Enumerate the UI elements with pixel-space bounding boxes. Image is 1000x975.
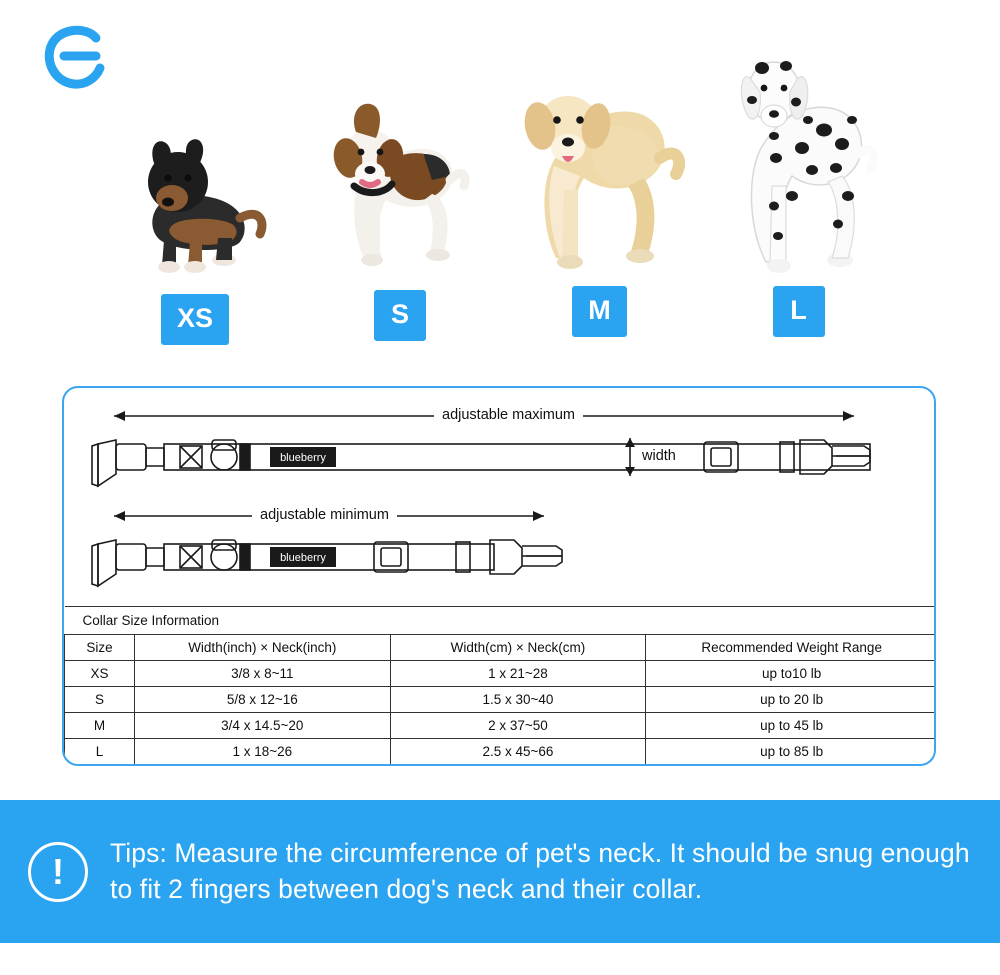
collar-size-table-wrap (64, 606, 936, 765)
size-badge-xs: XS (161, 294, 229, 345)
cell-cm: 2 x 37~50 (390, 713, 646, 739)
cell-cm: 1.5 x 30~40 (390, 687, 646, 713)
dog-size-item-s (320, 62, 480, 341)
cell-size: XS (65, 661, 135, 687)
table-header-weight: Recommended Weight Range (646, 635, 936, 661)
golden-retriever-image (512, 20, 687, 278)
table-row (65, 713, 937, 739)
cell-inch: 1 x 18~26 (134, 739, 390, 765)
size-badge-s: S (374, 290, 426, 341)
table-title: Collar Size Information (65, 607, 937, 635)
cell-cm: 1 x 21~28 (390, 661, 646, 687)
cell-weight: up to 85 lb (646, 739, 936, 765)
cell-weight: up to 20 lb (646, 687, 936, 713)
dog-size-item-l (716, 0, 881, 337)
beagle-image (320, 62, 480, 280)
collar-size-table (64, 606, 936, 765)
cell-inch: 3/4 x 14.5~20 (134, 713, 390, 739)
table-row (65, 739, 937, 765)
exclamation-icon: ! (28, 842, 88, 902)
dalmatian-image (716, 0, 881, 278)
size-badge-l: L (773, 286, 825, 337)
cell-cm: 2.5 x 45~66 (390, 739, 646, 765)
table-header-size: Size (65, 635, 135, 661)
cell-size: S (65, 687, 135, 713)
dog-size-illustrations (0, 0, 1000, 350)
table-header-row (65, 635, 937, 661)
cell-size: L (65, 739, 135, 765)
puppy-black-tan-image (120, 90, 270, 280)
table-row (65, 661, 937, 687)
cell-size: M (65, 713, 135, 739)
cell-weight: up to 45 lb (646, 713, 936, 739)
width-label: width (642, 448, 676, 464)
cell-inch: 5/8 x 12~16 (134, 687, 390, 713)
table-title-row (65, 607, 937, 635)
table-header-cm: Width(cm) × Neck(cm) (390, 635, 646, 661)
adjustable-maximum-label: adjustable maximum (434, 407, 583, 423)
cell-weight: up to10 lb (646, 661, 936, 687)
collar-diagram-panel (62, 386, 936, 766)
dog-size-item-xs (120, 90, 270, 345)
tips-banner (0, 800, 1000, 943)
table-row (65, 687, 937, 713)
collar-brand-tag-bottom: blueberry (280, 552, 326, 564)
size-badge-m: M (572, 286, 627, 337)
dog-size-item-m (512, 20, 687, 337)
adjustable-minimum-label: adjustable minimum (252, 507, 397, 523)
tips-text: Tips: Measure the circumference of pet's neck. It should be snug enough to fit 2 fingers between dog's neck and their collar. (110, 837, 970, 904)
collar-brand-tag-top: blueberry (280, 452, 326, 464)
table-header-inch: Width(inch) × Neck(inch) (134, 635, 390, 661)
cell-inch: 3/8 x 8~11 (134, 661, 390, 687)
